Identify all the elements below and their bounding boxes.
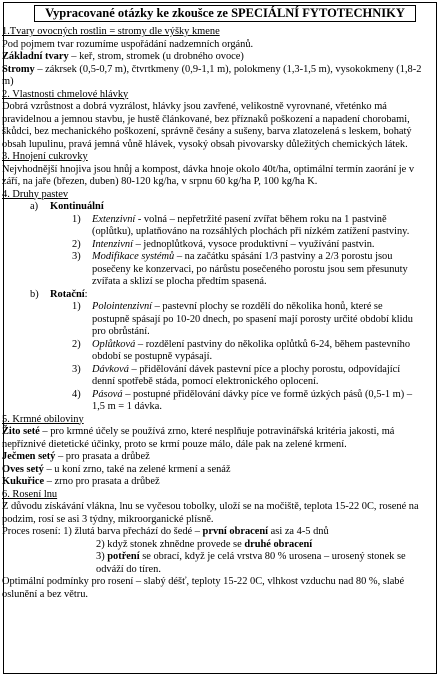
group-b-list — [2, 301, 431, 414]
step-text: 1) žlutá barva přechází do šedé – — [60, 526, 203, 537]
basic-forms-label: Základní tvary — [2, 51, 69, 62]
item-term: Oves setý — [2, 463, 44, 475]
grazing-group-b — [2, 289, 431, 302]
group-b-label: b) — [30, 288, 39, 300]
step-term: druhé obracení — [244, 538, 313, 550]
document-body — [2, 26, 431, 601]
section-1-heading: 1.Tvary ovocných rostlin = stromy dle výšky kmene — [2, 26, 220, 37]
item-number: 3) — [72, 363, 81, 375]
item-text: – zrno pro prasata a drůbež — [44, 476, 160, 487]
item-term: Polointenzivní — [92, 301, 153, 312]
item-term: Kukuřice — [2, 476, 45, 487]
item-text: – jednoplůtková, vysoce produktivní – využívání pastvin. — [132, 238, 375, 250]
group-b-title: Rotační — [50, 288, 85, 300]
document-title: Vypracované otázky ke zkoušce ze SPECIÁLNÍ FYTOTECHNIKY — [34, 5, 416, 22]
retting-step-2 — [2, 539, 431, 552]
section-1-basic-forms — [2, 51, 431, 64]
section-6-heading: 6. Rosení lnu — [2, 488, 58, 500]
item-text: – postupné přidělování dávky píce ve formě úzkých pásů (0,5-1 m) – 1,5 m = 1 dávka. — [92, 388, 413, 412]
section-5-heading: 5. Krmné obiloviny — [2, 413, 84, 425]
item-term: Extenzivní — [92, 213, 136, 225]
item-number: 2) — [72, 338, 81, 350]
item-number: 3) — [72, 251, 81, 262]
list-item — [72, 214, 421, 239]
trees-label: Stromy — [2, 63, 35, 75]
section-6-text: Z důvodu získávání vlákna, lnu se vyčesou tobolky, uloží se na močiště, teplota 15-22 0C, rosené na podzim, rosí se asi 3 týdny, mikroorganické plísně. — [2, 501, 419, 525]
section-3-heading: 3. Hnojení cukrovky — [2, 151, 88, 162]
step-text: se obrací, když je celá vrstva 80 % urosena – urosený stonek se odváží do tíren. — [96, 551, 406, 575]
item-text: – pro prasata a drůbež — [55, 451, 150, 462]
basic-forms-text: – keř, strom, stromek (u drobného ovoce) — [68, 51, 244, 62]
list-item — [2, 451, 431, 464]
group-b-colon: : — [84, 288, 88, 300]
item-number: 4) — [72, 388, 81, 400]
item-number: 1) — [72, 213, 81, 225]
section-6-conditions: Optimální podmínky pro rosení – slabý déšť, teploty 15-22 0C, vlhkost vzduchu nad 80 %, slabé oslunění a bez větru. — [2, 576, 405, 600]
item-text: – rozdělení pastviny do několika oplůtků 6-24, během pastevního období se postupně vypásají. — [92, 338, 411, 362]
step-text: asi za 4-5 dnů — [268, 526, 329, 537]
section-2-heading: 2. Vlastnosti chmelové hlávky — [2, 88, 129, 100]
group-a-label: a) — [30, 201, 39, 212]
item-term: Ječmen setý — [2, 451, 56, 462]
list-item — [72, 364, 421, 389]
section-3-text: Nejvhodnější hnojiva jsou hnůj a kompost, dávka hnoje okolo 40t/ha, optimální termín zaorání je v září, na jaře (březen, duben) 80-120 kg/ha, v srpnu 60 kg/ha P, 100 kg/ha K. — [2, 163, 415, 187]
item-term: Pásová — [92, 388, 123, 400]
list-item — [72, 239, 421, 252]
item-number: 2) — [72, 238, 81, 250]
item-term: Dávková — [92, 363, 129, 375]
item-text: – přidělování dávek pastevní píce a plochy porostu, odpovídající denní spotřebě stáda, pomocí elektronického oplocení. — [92, 363, 401, 387]
group-a-list — [2, 214, 431, 289]
item-number: 1) — [72, 301, 81, 312]
item-text: – u koní zrno, také na zelené krmení a senáž — [43, 463, 231, 475]
item-term: Intenzivní — [92, 238, 133, 250]
retting-step-3 — [2, 551, 431, 576]
step-term: první obracení — [202, 526, 269, 537]
item-text: – pro krmné účely se používá zrno, které nesplňuje potravinářská kritéria jakosti, má nepříznivé dietetické účinky, proto se krmí pouze málo, dále pak na zelené krmení. — [2, 426, 395, 450]
grazing-group-a — [2, 201, 431, 214]
section-2-text: Dobrá vzrůstnost a dobrá vyzrálost, hlávky jsou zavřené, velikostně vyrovnané, vřeténko má pravidelnou a jemnou stavbu, je hustě článkované, bez příznaků poškození a napadení chorobami, škůdci, bez mechanického poškození, správně česány a sušeny, barva zlatozelená s leskem, bohatý obsah lupulinu, pravá jemná vůně hlávek, vysoký obsah pivovarsky důležitých chemických látek. — [2, 101, 412, 150]
list-item — [2, 426, 431, 451]
item-text: – na začátku spásání 1/3 pastviny a 2/3 porostu jsou posečeny ke konzervaci, po nárůstu posečeného porostu jsou sem přesunuty zvířata a sklizí se plocha předtím spasená. — [92, 251, 408, 287]
trees-text: – zákrsek (0,5-0,7 m), čtvrtkmeny (0,9-1,1 m), polokmeny (1,3-1,5 m), vysokokmeny (1,8-2 m) — [2, 63, 422, 87]
step-text: 3) — [96, 551, 108, 562]
list-item — [2, 476, 431, 489]
item-term: Modifikace systémů — [92, 251, 175, 262]
list-item — [72, 389, 421, 414]
list-item — [2, 464, 431, 477]
retting-step-1 — [2, 526, 431, 539]
item-text: – pastevní plochy se rozdělí do několika honů, které se postupně spásají po 10-20 dnech, po spasení mají porosty určité období klidu pro obrůstání. — [92, 301, 413, 337]
group-a-title: Kontinuální — [50, 201, 104, 212]
item-term: Oplůtková — [92, 338, 136, 350]
process-label: Proces rosení: — [2, 526, 61, 537]
section-1-trees — [2, 64, 431, 89]
section-1-text: Pod pojmem tvar rozumíme uspořádání nadzemních orgánů. — [2, 38, 254, 50]
step-text: 2) když stonek zhnědne provede se — [96, 538, 245, 550]
step-term: potření — [107, 551, 140, 562]
item-text: - volná – nepřetržité pasení zvířat během roku na 1 pastvině (oplůtku), uplatňováno na rozsáhlých plochách při nízkém zatížení pastviny. — [92, 213, 410, 237]
list-item — [72, 301, 421, 339]
item-term: Žito seté — [2, 426, 40, 437]
list-item — [72, 251, 421, 289]
section-4-heading: 4. Druhy pastev — [2, 188, 69, 200]
list-item — [72, 339, 421, 364]
